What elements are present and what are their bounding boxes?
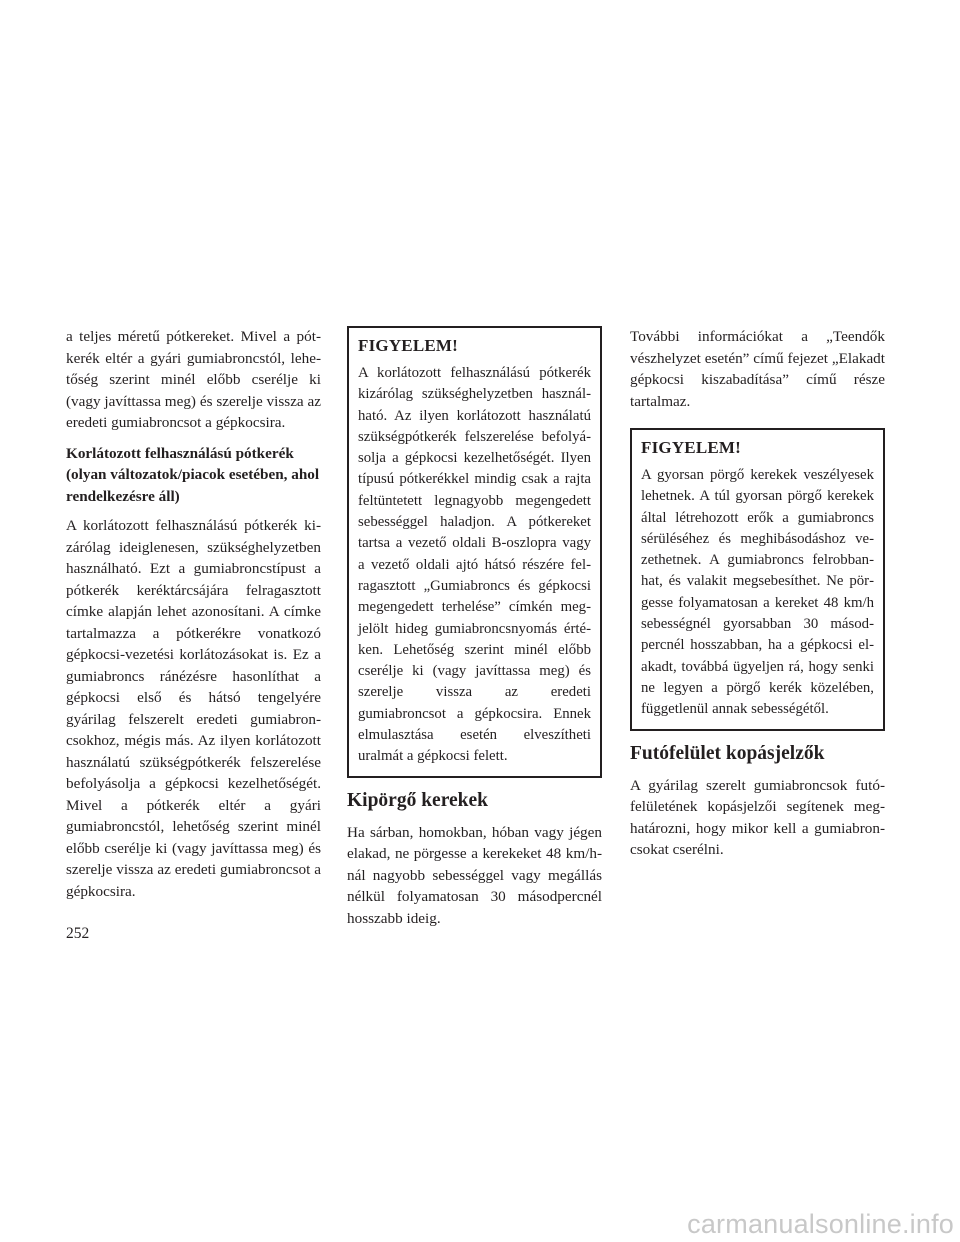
page-number: 252 xyxy=(66,925,90,942)
paragraph-spinning-wheels: Ha sárban, homokban, hóban vagy jégen elakad, ne pörgesse a kerekeket 48 km/h-nál nagyobb sebességgel vagy megállás nélkül folyamatosan 30 másodpercnél hosszabb ideig. xyxy=(347,823,602,927)
warning-title: FIGYELEM! xyxy=(641,438,742,457)
right-column xyxy=(630,326,885,870)
middle-column xyxy=(347,326,602,938)
warning-box-spinning xyxy=(630,428,885,731)
section-title-spinning-wheels: Kipörgő kerekek xyxy=(347,789,489,811)
warning-text: A gyorsan pörgő kerekek veszélyesek lehetnek. A túl gyorsan pörgő kerekek által létrehozott erők a gumiabroncs sérüléséhez és meghibásodáshoz vezethetnek. A gumiabroncs felrobbanhat, és valakit megsebesíthet. Ne pörgesse folyamatosan a kereket 48 km/h sebességnél gyorsabban 30 másodpercnél hosszabban, ha a gépkocsi elakadt, továbbá ügyeljen rá, hogy senki ne legyen a pörgő kerék közelében, függetlenül annak sebességétől. xyxy=(641,467,874,718)
warning-text: A korlátozott felhasználású pótkerék kizárólag szükséghelyzetben használható. Az ilyen korlátozott használatú szükségpótkerék felszerelése befolyásolja a gépkocsi kezelhetőségét. Ilyen típusú pótkerékkel mindig csak a rajta feltüntetett legnagyobb megengedett sebességgel haladjon. A pótkereket tartsa a vezető oldali B-oszlopra vagy a vezető oldali ajtó hátsó részére felragasztott „Gumiabroncs és gépkocsi megengedett terhelése” címkén megjelölt hideg gumiabroncsnyomás értéken. Lehetőség szerint minél előbb cserélje ki (vagy javíttassa meg) és szerelje vissza az eredeti gumiabroncsot a gépkocsira. Ennek elmulasztása esetén elveszítheti uralmát a gépkocsi felett. xyxy=(358,365,591,765)
section-title-tread-wear: Futófelület kopásjelzők xyxy=(630,742,825,764)
left-column xyxy=(66,326,321,911)
warning-box-limited-spare xyxy=(347,326,602,778)
paragraph-limited-spare: A korlátozott felhasználású pótkerék kizárólag ideiglenesen, szükséghelyzetben használható. Ezt a gumiabroncstípust a pótkerék keréktárcsájára felragasztott címke alapján lehet azonosítani. A címke tartalmazza a pótkerékre vonatkozó gépkocsi-vezetési korlátozásokat is. Ez a gumiabroncs ránézésre hasonlíthat a gépkocsi első és hátsó tengelyére gyárilag felszerelt eredeti gumiabroncsokhoz, mégis más. Az ilyen korlátozott használatú szükségpótkerék felszerelése befolyásolja a gépkocsi kezelhetőségét. Mivel a pótkerék eltér a gyári gumiabroncstól, lehetőség szerint minél előbb cserélje ki (vagy javíttassa meg) és szerelje vissza az eredeti gumiabroncsot a gépkocsira. xyxy=(66,517,321,900)
paragraph-tread-wear: A gyárilag szerelt gumiabroncsok futófelületének kopásjelzői segítenek meghatározni, hogy mikor kell a gumiabroncsokat cserélni. xyxy=(630,776,885,859)
watermark: carmanualsonline.info xyxy=(687,1209,954,1239)
paragraph-more-info: További információkat a „Teendők vészhelyzet esetén” című fejezet „Elakadt gépkocsi kiszabadítása” című része tartalmaz. xyxy=(630,328,885,410)
warning-title: FIGYELEM! xyxy=(358,336,459,355)
subheading-limited-spare: Korlátozott felhasználású pótkerék (olyan változatok/piacok esetében, ahol rendelkezésre áll) xyxy=(66,444,320,505)
paragraph-spare-wheel: a teljes méretű pótkereket. Mivel a pótkerék eltér a gyári gumiabroncstól, lehetőség szerint minél előbb cserélje ki (vagy javíttassa meg) és szerelje vissza az eredeti gumiabroncsot a gépkocsira. xyxy=(66,328,321,431)
